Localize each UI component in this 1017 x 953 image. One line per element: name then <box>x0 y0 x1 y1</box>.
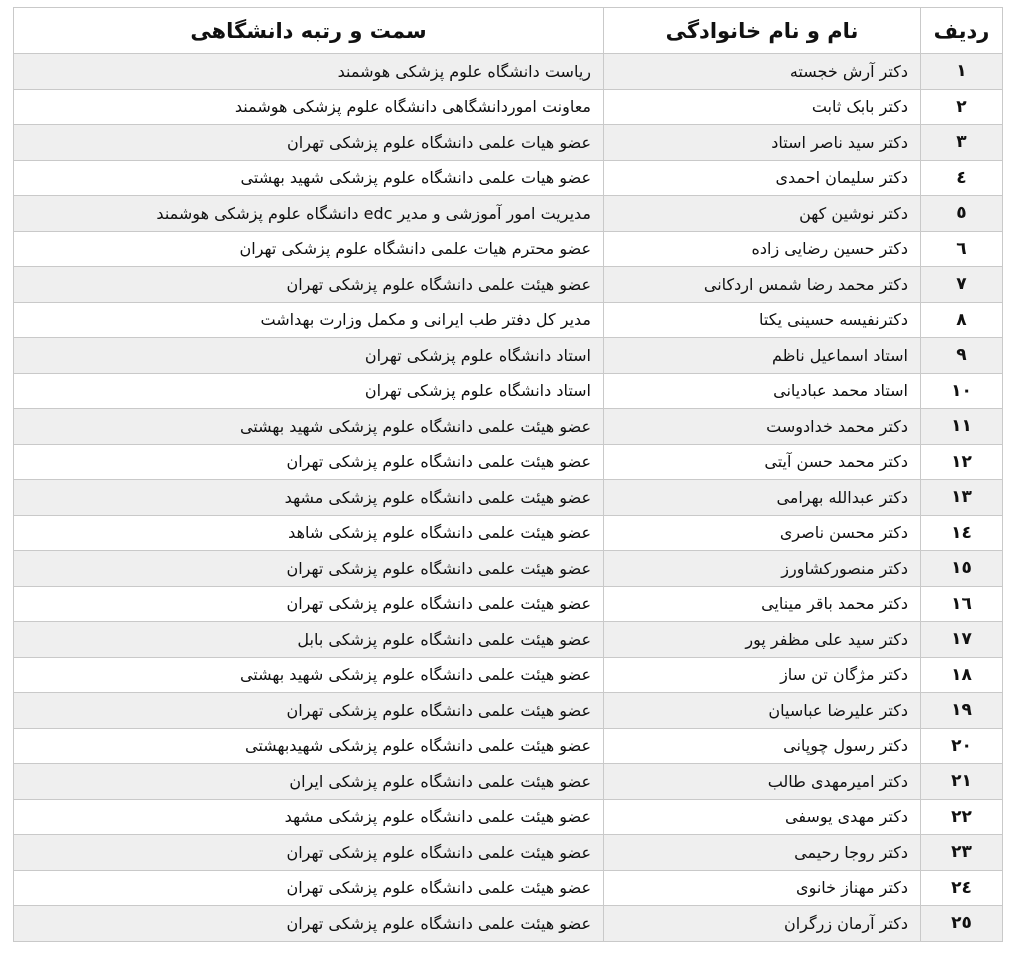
table-row <box>14 657 1003 693</box>
position-cell: مدیریت امور آموزشی و مدیر edc دانشگاه علوم پزشکی هوشمند <box>14 196 604 232</box>
row-number-cell: ۲۲ <box>921 799 1003 835</box>
name-cell: استاد اسماعیل ناظم <box>604 338 921 374</box>
table-row <box>14 444 1003 480</box>
table-row <box>14 54 1003 90</box>
row-number-cell: ۱۳ <box>921 480 1003 516</box>
table-body <box>14 54 1003 942</box>
name-cell: دکتر محمد رضا شمس اردکانی <box>604 267 921 303</box>
table-row <box>14 480 1003 516</box>
position-cell: عضو هیئت علمی دانشگاه علوم پزشکی شهید بهشتی <box>14 409 604 445</box>
position-cell: استاد دانشگاه علوم پزشکی تهران <box>14 338 604 374</box>
name-cell: دکتر محسن ناصری <box>604 515 921 551</box>
name-cell: دکترنفیسه حسینی یکتا <box>604 302 921 338</box>
name-cell: دکتر منصورکشاورز <box>604 551 921 587</box>
table-row <box>14 622 1003 658</box>
table-row <box>14 302 1003 338</box>
header-position: سمت و رتبه دانشگاهی <box>14 8 604 54</box>
table-row <box>14 551 1003 587</box>
table-row <box>14 764 1003 800</box>
position-cell: عضو هیات علمی دانشگاه علوم پزشکی تهران <box>14 125 604 161</box>
table-row <box>14 196 1003 232</box>
position-cell: عضو هیئت علمی دانشگاه علوم پزشکی تهران <box>14 835 604 871</box>
row-number-cell: ۹ <box>921 338 1003 374</box>
name-cell: دکتر مهدی یوسفی <box>604 799 921 835</box>
name-cell: دکتر امیرمهدی طالب <box>604 764 921 800</box>
position-cell: عضو هیئت علمی دانشگاه علوم پزشکی تهران <box>14 551 604 587</box>
row-number-cell: ۱۱ <box>921 409 1003 445</box>
name-cell: دکتر محمد حسن آیتی <box>604 444 921 480</box>
row-number-cell: ۱٤ <box>921 515 1003 551</box>
name-cell: دکتر مژگان تن ساز <box>604 657 921 693</box>
name-cell: دکتر حسین رضایی زاده <box>604 231 921 267</box>
row-number-cell: ۱۸ <box>921 657 1003 693</box>
row-number-cell: ٥ <box>921 196 1003 232</box>
header-name: نام و نام خانوادگی <box>604 8 921 54</box>
table-row <box>14 373 1003 409</box>
position-cell: عضو هیئت علمی دانشگاه علوم پزشکی تهران <box>14 586 604 622</box>
name-cell: دکتر محمد خدادوست <box>604 409 921 445</box>
position-cell: عضو محترم هیات علمی دانشگاه علوم پزشکی تهران <box>14 231 604 267</box>
row-number-cell: ۲۱ <box>921 764 1003 800</box>
position-cell: عضو هیئت علمی دانشگاه علوم پزشکی تهران <box>14 693 604 729</box>
table-header <box>14 8 1003 54</box>
table-row <box>14 586 1003 622</box>
row-number-cell: ۲٤ <box>921 870 1003 906</box>
row-number-cell: ۲ <box>921 89 1003 125</box>
name-cell: دکتر سید ناصر استاد <box>604 125 921 161</box>
row-number-cell: ۱ <box>921 54 1003 90</box>
table-row <box>14 89 1003 125</box>
position-cell: عضو هیئت علمی دانشگاه علوم پزشکی مشهد <box>14 799 604 835</box>
row-number-cell: ۱٥ <box>921 551 1003 587</box>
header-row <box>14 8 1003 54</box>
row-number-cell: ۱۷ <box>921 622 1003 658</box>
table-row <box>14 870 1003 906</box>
position-cell: معاونت اموردانشگاهی دانشگاه علوم پزشکی هوشمند <box>14 89 604 125</box>
table-row <box>14 515 1003 551</box>
name-cell: دکتر علیرضا عباسیان <box>604 693 921 729</box>
position-cell: عضو هیات علمی دانشگاه علوم پزشکی شهید بهشتی <box>14 160 604 196</box>
table-row <box>14 835 1003 871</box>
row-number-cell: ۱۹ <box>921 693 1003 729</box>
position-cell: عضو هیئت علمی دانشگاه علوم پزشکی تهران <box>14 444 604 480</box>
name-cell: دکتر بابک ثابت <box>604 89 921 125</box>
row-number-cell: ۳ <box>921 125 1003 161</box>
row-number-cell: ۱۰ <box>921 373 1003 409</box>
position-cell: ریاست دانشگاه علوم پزشکی هوشمند <box>14 54 604 90</box>
position-cell: عضو هیئت علمی دانشگاه علوم پزشکی تهران <box>14 267 604 303</box>
table-row <box>14 906 1003 942</box>
position-cell: استاد دانشگاه علوم پزشکی تهران <box>14 373 604 409</box>
name-cell: دکتر مهناز خانوی <box>604 870 921 906</box>
position-cell: عضو هیئت علمی دانشگاه علوم پزشکی شاهد <box>14 515 604 551</box>
row-number-cell: ۲۰ <box>921 728 1003 764</box>
table-row <box>14 338 1003 374</box>
table-row <box>14 267 1003 303</box>
name-cell: دکتر روجا رحیمی <box>604 835 921 871</box>
position-cell: عضو هیئت علمی دانشگاه علوم پزشکی ایران <box>14 764 604 800</box>
row-number-cell: ۲۳ <box>921 835 1003 871</box>
row-number-cell: ٤ <box>921 160 1003 196</box>
name-cell: دکتر رسول چوپانی <box>604 728 921 764</box>
name-cell: دکتر عبدالله بهرامی <box>604 480 921 516</box>
table-row <box>14 693 1003 729</box>
table-row <box>14 160 1003 196</box>
name-cell: دکتر محمد باقر مینایی <box>604 586 921 622</box>
table-row <box>14 409 1003 445</box>
name-cell: دکتر آرمان زرگران <box>604 906 921 942</box>
members-table <box>13 7 1003 942</box>
name-cell: دکتر سید علی مظفر پور <box>604 622 921 658</box>
position-cell: عضو هیئت علمی دانشگاه علوم پزشکی مشهد <box>14 480 604 516</box>
table-row <box>14 231 1003 267</box>
row-number-cell: ۸ <box>921 302 1003 338</box>
row-number-cell: ۱۲ <box>921 444 1003 480</box>
position-cell: عضو هیئت علمی دانشگاه علوم پزشکی شهیدبهشتی <box>14 728 604 764</box>
position-cell: عضو هیئت علمی دانشگاه علوم پزشکی بابل <box>14 622 604 658</box>
row-number-cell: ۷ <box>921 267 1003 303</box>
row-number-cell: ٦ <box>921 231 1003 267</box>
row-number-cell: ۲٥ <box>921 906 1003 942</box>
table-row <box>14 728 1003 764</box>
position-cell: عضو هیئت علمی دانشگاه علوم پزشکی تهران <box>14 870 604 906</box>
table-row <box>14 799 1003 835</box>
position-cell: عضو هیئت علمی دانشگاه علوم پزشکی شهید بهشتی <box>14 657 604 693</box>
table-row <box>14 125 1003 161</box>
name-cell: استاد محمد عبادیانی <box>604 373 921 409</box>
row-number-cell: ۱٦ <box>921 586 1003 622</box>
header-row-number: ردیف <box>921 8 1003 54</box>
position-cell: مدیر کل دفتر طب ایرانی و مکمل وزارت بهداشت <box>14 302 604 338</box>
name-cell: دکتر نوشین کهن <box>604 196 921 232</box>
name-cell: دکتر سلیمان احمدی <box>604 160 921 196</box>
name-cell: دکتر آرش خجسته <box>604 54 921 90</box>
position-cell: عضو هیئت علمی دانشگاه علوم پزشکی تهران <box>14 906 604 942</box>
document-page <box>13 7 1002 942</box>
